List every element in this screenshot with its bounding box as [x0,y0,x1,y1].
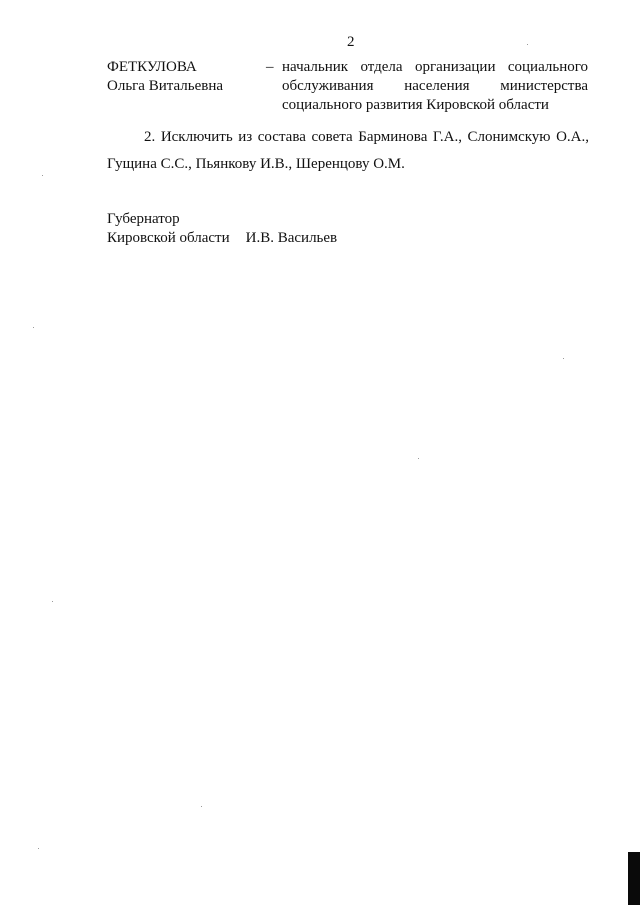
scan-speck [563,358,564,359]
scan-edge-mark [628,852,640,905]
member-dash: – [266,59,274,75]
signature-block [107,210,337,248]
scan-speck [38,848,39,849]
scan-speck [527,44,528,45]
scan-speck [42,175,43,176]
signature-name: И.В. Васильев [245,230,338,246]
paragraph-2-line-1: 2. Исключить из состава совета Барминова Г.А., Слонимскую О.А., [144,129,589,145]
paragraph-2-line-2: Гущина С.С., Пьянкову И.В., Шеренцову О.М. [107,156,405,172]
scan-speck [52,601,53,602]
member-position [282,58,588,115]
member-name-block [107,58,267,96]
scan-speck [33,327,34,328]
signature-title-region: Кировской области [107,230,230,246]
signature-title-line-2 [107,229,337,248]
member-position-line: начальник отдела организации социального [282,59,588,75]
council-member-entry [107,58,589,118]
page-number: 2 [347,34,355,50]
member-position-line: обслуживания населения министерства [282,78,588,94]
member-given-names: Ольга Витальевна [107,78,224,94]
member-position-line: социального развития Кировской области [282,97,549,113]
scan-speck [418,458,419,459]
member-surname: ФЕТКУЛОВА [107,59,197,75]
signature-title-line-1: Губернатор [107,211,180,227]
scan-speck [201,806,202,807]
